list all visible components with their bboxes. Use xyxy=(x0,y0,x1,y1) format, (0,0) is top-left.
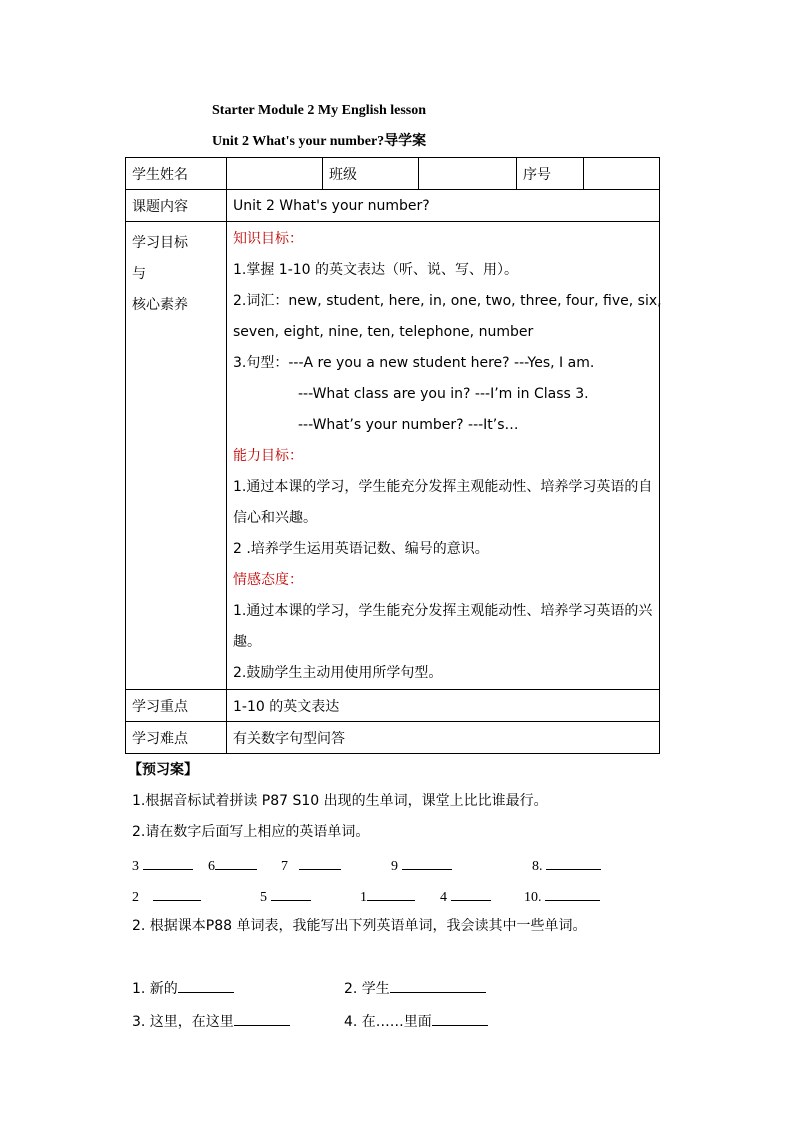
word-prompt: 4. 在……里面 xyxy=(344,1014,432,1030)
unit-title: Unit 2 What's your number?导学案 xyxy=(212,134,427,149)
difficulties-row xyxy=(126,722,660,754)
class-field[interactable] xyxy=(419,158,517,190)
lesson-plan-table xyxy=(125,157,660,754)
number-blank-3[interactable] xyxy=(132,855,193,877)
number-blank-6[interactable] xyxy=(208,855,257,877)
answer-blank[interactable] xyxy=(143,855,193,870)
answer-blank[interactable] xyxy=(153,886,201,901)
answer-blank[interactable] xyxy=(390,978,486,993)
answer-blank[interactable] xyxy=(178,978,234,993)
answer-blank[interactable] xyxy=(451,886,491,901)
knowledge-goal-2b: seven, eight, nine, ten, telephone, number xyxy=(233,324,534,340)
answer-blank[interactable] xyxy=(545,886,600,901)
ability-goals-heading: 能力目标： xyxy=(233,448,303,464)
knowledge-goal-2a: 2.词汇：new, student, here, in, one, two, three, four, five, six, xyxy=(233,293,662,309)
key-points-label: 学习重点 xyxy=(126,690,227,722)
number-label: 2 xyxy=(132,890,139,905)
answer-blank[interactable] xyxy=(402,855,452,870)
knowledge-goal-3c: ---What’s your number? ---It’s… xyxy=(298,417,519,433)
word-prompt: 3. 这里，在这里 xyxy=(132,1014,234,1030)
module-title: Starter Module 2 My English lesson xyxy=(212,103,427,118)
goals-row xyxy=(126,222,660,690)
goals-label-line-1: 学习目标 xyxy=(132,235,188,251)
number-label: 10. xyxy=(524,890,542,905)
goals-content xyxy=(227,222,660,690)
number-label: 3 xyxy=(132,859,139,874)
answer-blank[interactable] xyxy=(367,886,415,901)
number-label: 9 xyxy=(391,859,398,874)
knowledge-goals-heading: 知识目标： xyxy=(233,231,303,247)
number-blank-10[interactable] xyxy=(524,886,600,908)
preview-heading: 【预习案】 xyxy=(128,762,198,778)
student-name-label: 学生姓名 xyxy=(126,158,227,190)
knowledge-goal-3a: 3.句型：---A re you a new student here? ---Yes, I am. xyxy=(233,355,595,371)
word-prompt: 1. 新的 xyxy=(132,981,178,997)
goals-label xyxy=(126,222,227,690)
number-label: 8. xyxy=(532,859,543,874)
topic-value: Unit 2 What's your number? xyxy=(227,190,660,222)
knowledge-goal-3b: ---What class are you in? ---I’m in Class 3. xyxy=(298,386,589,402)
number-blank-8[interactable] xyxy=(532,855,601,877)
answer-blank[interactable] xyxy=(432,1011,488,1026)
number-label: 4 xyxy=(440,890,447,905)
ability-goal-2: 2 .培养学生运用英语记数、编号的意识。 xyxy=(233,541,489,557)
student-name-field[interactable] xyxy=(227,158,323,190)
preview-item-2: 2.请在数字后面写上相应的英语单词。 xyxy=(132,824,370,840)
emotion-goals-heading: 情感态度： xyxy=(233,572,303,588)
answer-blank[interactable] xyxy=(546,855,601,870)
number-blank-5[interactable] xyxy=(260,886,311,908)
number-blank-9[interactable] xyxy=(391,855,452,877)
goals-label-line-3: 核心素养 xyxy=(132,297,188,313)
student-info-row xyxy=(126,158,660,190)
number-label: 5 xyxy=(260,890,267,905)
word-blank-student[interactable] xyxy=(344,978,486,999)
word-blank-new[interactable] xyxy=(132,978,234,999)
emotion-goal-1: 1.通过本课的学习，学生能充分发挥主观能动性、培养学习英语的兴趣。 xyxy=(233,603,653,650)
emotion-goal-2: 2.鼓励学生主动用使用所学句型。 xyxy=(233,665,443,681)
number-blank-2[interactable] xyxy=(132,886,201,908)
number-label: 6 xyxy=(208,859,215,874)
number-blank-4[interactable] xyxy=(440,886,491,908)
answer-blank[interactable] xyxy=(271,886,311,901)
answer-blank[interactable] xyxy=(299,855,341,870)
topic-row xyxy=(126,190,660,222)
ability-goal-1: 1.通过本课的学习，学生能充分发挥主观能动性、培养学习英语的自信心和兴趣。 xyxy=(233,479,653,526)
answer-blank[interactable] xyxy=(234,1011,290,1026)
answer-blank[interactable] xyxy=(215,855,257,870)
difficulties-label: 学习难点 xyxy=(126,722,227,754)
goals-label-line-2: 与 xyxy=(132,266,146,282)
topic-label: 课题内容 xyxy=(126,190,227,222)
difficulties-value: 有关数字句型问答 xyxy=(227,722,660,754)
number-label: 7 xyxy=(281,859,288,874)
knowledge-goal-1: 1.掌握 1-10 的英文表达（听、说、写、用）。 xyxy=(233,262,519,278)
word-blank-here[interactable] xyxy=(132,1011,290,1032)
preview-item-3: 2. 根据课本P88 单词表，我能写出下列英语单词，我会读其中一些单词。 xyxy=(132,918,587,934)
key-points-value: 1-10 的英文表达 xyxy=(227,690,660,722)
number-blank-1[interactable] xyxy=(360,886,415,908)
number-label: 1 xyxy=(360,890,367,905)
word-blank-in[interactable] xyxy=(344,1011,488,1032)
word-prompt: 2. 学生 xyxy=(344,981,390,997)
class-label: 班级 xyxy=(323,158,419,190)
seat-number-label: 序号 xyxy=(517,158,584,190)
seat-number-field[interactable] xyxy=(584,158,660,190)
number-blank-7[interactable] xyxy=(281,855,341,877)
preview-item-1: 1.根据音标试着拼读 P87 S10 出现的生单词，课堂上比比谁最行。 xyxy=(132,793,548,809)
key-points-row xyxy=(126,690,660,722)
